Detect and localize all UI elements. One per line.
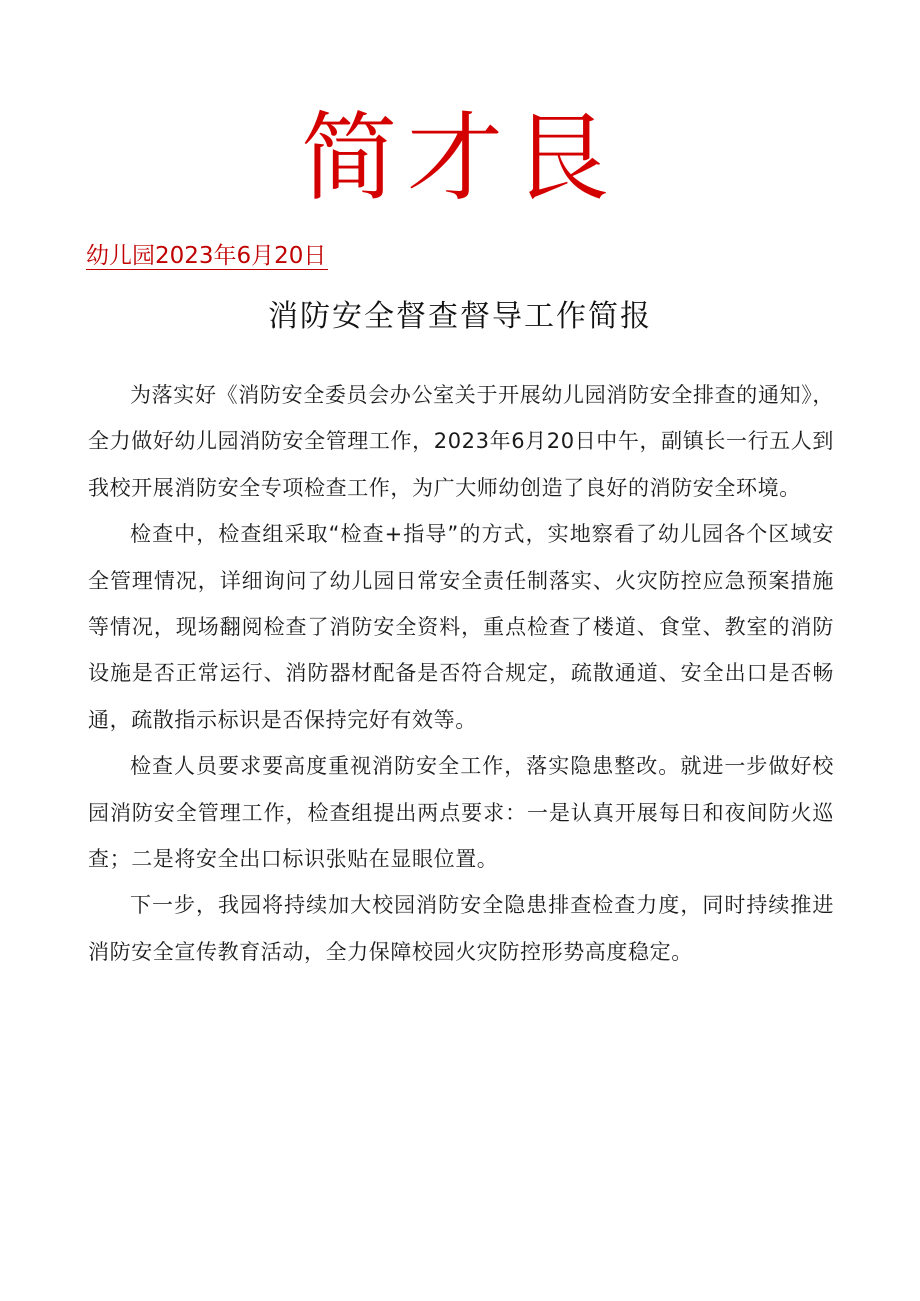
- document-title: 消防安全督查督导工作简报: [268, 299, 652, 334]
- paragraph-1: 为落实好《消防安全委员会办公室关于开展幼儿园消防安全排查的通知》，全力做好幼儿园消防安全管理工作，2023年6月20日中午，副镇长一行五人到我校开展消防安全专项检查工作，为广大师幼创造了良好的消防安全环境。: [88, 383, 834, 500]
- dateline: [86, 238, 328, 274]
- paragraph-3: 检查人员要求要高度重视消防安全工作，落实隐患整改。就进一步做好校园消防安全管理工作，检查组提出两点要求：一是认真开展每日和夜间防火巡查；二是将安全出口标识张贴在显眼位置。: [88, 754, 834, 872]
- paragraph-4: 下一步，我园将持续加大校园消防安全隐患排查检查力度，同时持续推进消防安全宣传教育活动，全力保障校园火灾防控形势高度稳定。: [88, 893, 834, 964]
- masthead-title: 简才艮: [301, 102, 619, 214]
- paragraph-2: 检查中，检查组采取“检查+指导”的方式，实地察看了幼儿园各个区域安全管理情况，详细询问了幼儿园日常安全责任制落实、火灾防控应急预案措施等情况，现场翻阅检查了消防安全资料，重点检查了楼道、食堂、教室的消防设施是否正常运行、消防器材配备是否符合规定，疏散通道、安全出口是否畅通，疏散指示标识是否保持完好有效等。: [88, 522, 834, 732]
- document-body: [88, 372, 834, 975]
- dateline-red-rule: [86, 269, 328, 270]
- dateline-text: 幼儿园2023年6月20日: [86, 243, 327, 269]
